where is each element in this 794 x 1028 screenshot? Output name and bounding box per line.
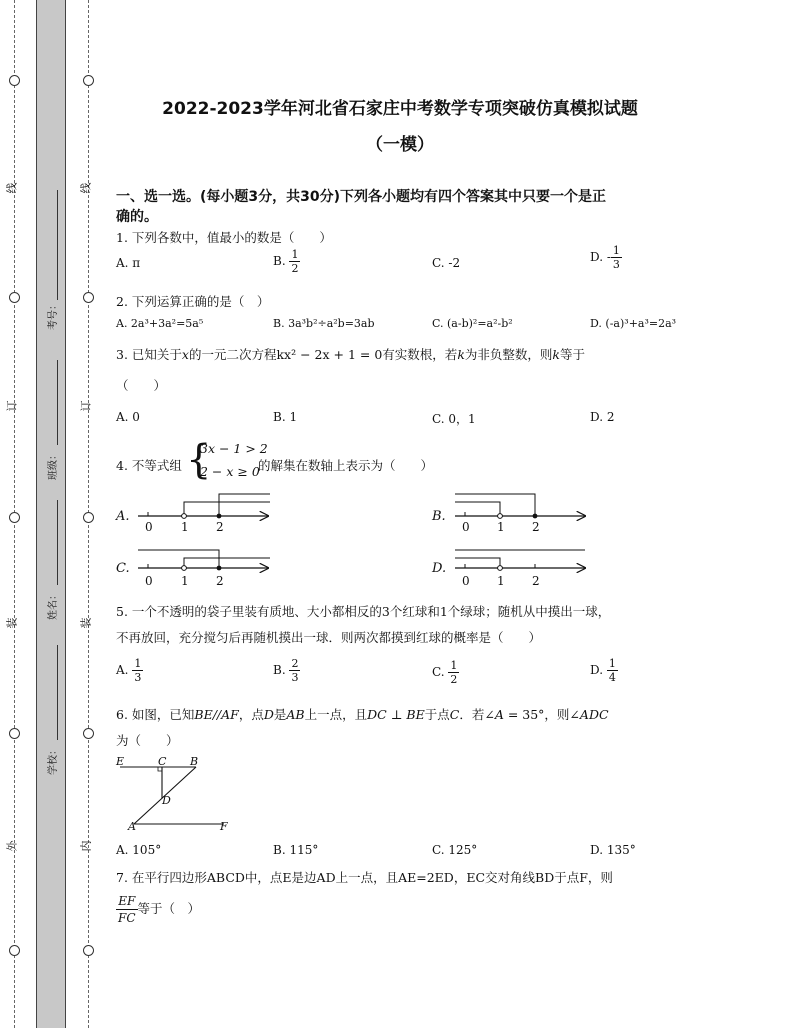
inequality-1: 3x − 1 > 2 [200,441,268,456]
binding-hole [9,512,20,523]
margin-char: 订 [5,400,19,412]
equation: kx² − 2x + 1 = 0 [276,347,383,362]
school-label: 学校： [48,745,59,775]
fig-label-d: D [162,794,171,807]
inequality-2: 2 − x ≥ 0 [200,464,260,479]
q2-option-c: C. (a-b)²=a²-b² [432,317,513,330]
binding-hole [83,945,94,956]
q7-stem-2: $\frac{EF}{FC}$ 等于（ ） [118,894,201,925]
tick-label: 2 [216,520,224,534]
tick-label: 2 [216,574,224,588]
q5-stem-1: 5. 一个不透明的袋子里装有质地、大小都相反的3个红球和1个绿球；随机从中摸出一球， [116,604,611,619]
q1-option-c: C. -2 [432,256,461,270]
name-label: 姓名： [48,590,59,620]
fraction: $\frac{1}{3}$ [134,657,142,684]
fig-label-e: E [116,755,125,768]
fraction: $\frac{1}{2}$ [291,248,299,275]
tick-label: 2 [532,574,540,588]
q5-stem-2: 不再放回，充分搅匀后再随机摸出一球．则两次都摸到红球的概率是（ ） [116,630,542,645]
name-field[interactable] [57,500,58,585]
binding-hole [83,512,94,523]
q3-stem: 3. 已知关于x的一元二次方程kx² − 2x + 1 = 0有实数根，若k为非负整数，则k等于 [116,347,585,362]
q6-stem: 6. 如图，已知BE//AF，点D是AB上一点，且DC ⊥ BE于点C．若∠A = 35°，则∠ADC [116,707,609,722]
fraction: $\frac{1}{2}$ [450,659,458,686]
exam-number-field[interactable] [57,190,58,300]
q3-option-d: D. 2 [590,410,615,424]
q7-stem: 7. 在平行四边形ABCD中，点E是边AD上一点，且AE=2ED，EC交对角线BD于点F，则 [116,870,613,885]
tick-label: 1 [497,574,505,588]
q1-option-a: A. π [116,256,141,270]
binding-hole [9,945,20,956]
q3-paren: （ ） [116,378,167,393]
binding-hole [9,728,20,739]
fig-label-f: F [220,820,228,833]
q5-option-d: D. $\frac{1}{4}$ [590,657,616,684]
margin-char: 装 [5,617,19,629]
q4-option-a-label: A. [116,509,130,524]
binding-hole [83,728,94,739]
q2-option-a: A. 2a³+3a²=5a⁵ [116,317,204,330]
q6-option-a: A. 105° [116,843,162,857]
fraction: $\frac{1}{4}$ [608,657,616,684]
binding-hole [83,292,94,303]
class-label: 班级： [48,450,59,480]
q1-stem: 1. 下列各数中，值最小的数是（ ） [116,230,332,245]
section-heading-cont: 确的。 [116,209,158,225]
q2-option-b: B. 3a³b²÷a²b=3ab [273,317,375,330]
fig-label-a: A [128,820,136,833]
fig-label-c: C [158,755,167,768]
tick-label: 1 [497,520,505,534]
tick-label: 1 [181,520,189,534]
tick-label: 0 [462,520,470,534]
tick-label: 0 [145,520,153,534]
fig-label-b: B [190,755,199,768]
q2-stem: 2. 下列运算正确的是（ ） [116,294,270,309]
q4-option-d-label: D. [432,561,447,576]
q1-option-d [590,244,622,271]
q4-stem-start: 4. 不等式组 [116,458,182,473]
binding-gutter [36,0,66,1028]
option-label: D. - [590,250,611,264]
q6-option-d: D. 135° [590,843,636,857]
margin-char: 订 [79,400,93,412]
q5-option-a: A. $\frac{1}{3}$ [116,657,142,684]
binding-hole [9,75,20,86]
fraction: $\frac{1}{3}$ [612,244,620,271]
binding-hole [9,292,20,303]
q4-stem-end: 的解集在数轴上表示为（ ） [258,458,434,473]
tick-label: 1 [181,574,189,588]
class-field[interactable] [57,360,58,445]
tick-label: 0 [462,574,470,588]
number-line-a [138,494,270,518]
page-title: 2022-2023学年河北省石家庄中考数学专项突破仿真模拟试题 [162,99,638,119]
fraction: $\frac{2}{3}$ [291,657,299,684]
margin-char: 内 [79,840,93,852]
margin-char: 线 [79,182,93,194]
number-line-c [138,550,270,570]
q6-option-c: C. 125° [432,843,478,857]
fraction: $\frac{EF}{FC}$ [118,894,136,925]
binding-hole [83,75,94,86]
q5-option-c: C. $\frac{1}{2}$ [432,659,458,686]
q2-option-d: D. (-a)³+a³=2a³ [590,317,677,330]
number-line-b [455,494,585,518]
page-subtitle: （一模） [366,135,434,155]
q3-option-b: B. 1 [273,410,298,424]
section-heading: 一、选一选。(每小题3分，共30分)下列各小题均有四个答案其中只要一个是正 [116,189,607,205]
q1-option-b [273,248,300,275]
q3-option-c: C. 0，1 [432,412,476,426]
inequality-brace: { [186,437,212,483]
q6-option-b: B. 115° [273,843,319,857]
number-line-d [455,550,585,570]
margin-char: 外 [5,840,19,852]
margin-char: 线 [5,182,19,194]
q5-option-b: B. $\frac{2}{3}$ [273,657,299,684]
margin-char: 装 [79,617,93,629]
q3-option-a: A. 0 [116,410,140,424]
option-label: B. [273,254,290,268]
school-field[interactable] [57,645,58,740]
exam-number-label: 考号： [48,300,59,330]
tick-label: 0 [145,574,153,588]
q6-stem-2: 为（ ） [116,733,179,748]
q4-option-b-label: B. [432,509,446,524]
tick-label: 2 [532,520,540,534]
q4-option-c-label: C. [116,561,130,576]
